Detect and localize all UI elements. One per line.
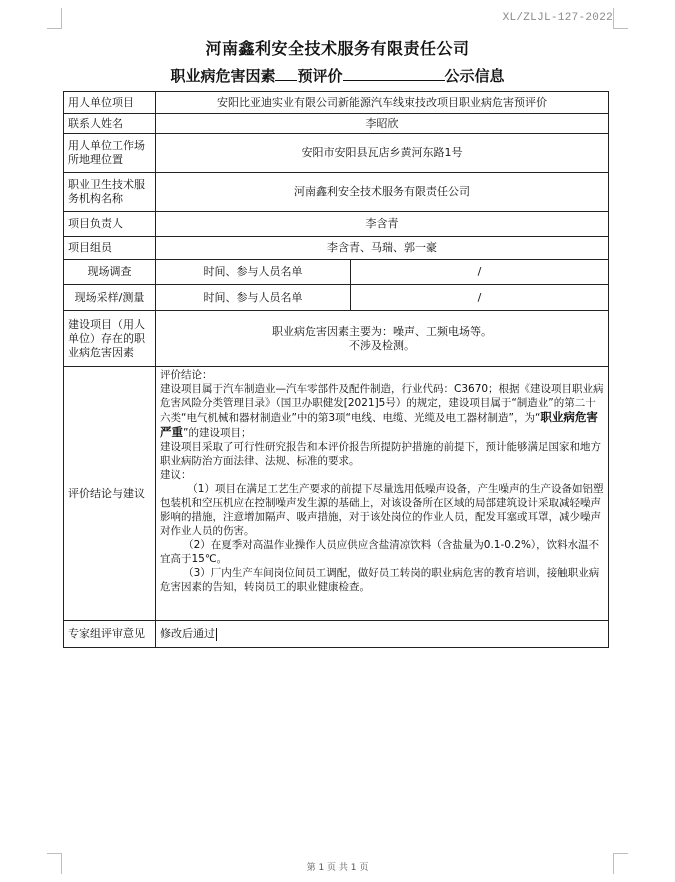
conclusion-paragraph-1 <box>160 382 604 440</box>
members-value: 李含青、马瑞、郭一豪 <box>156 237 609 260</box>
table-row <box>64 260 609 285</box>
sampling-value: / <box>351 285 609 311</box>
site-survey-sub: 时间、参与人员名单 <box>156 260 351 285</box>
employer-label: 用人单位项目 <box>64 92 156 114</box>
employer-value: 安阳比亚迪实业有限公司新能源汽车线束技改项目职业病危害预评价 <box>156 92 609 114</box>
table-row <box>64 92 609 114</box>
address-label: 用人单位工作场所地理位置 <box>64 134 156 173</box>
conclusion-heading: 评价结论： <box>160 369 213 381</box>
page-footer: 第 1 页 共 1 页 <box>306 863 369 873</box>
conclusion-p1-bold: 职业病危害严重 <box>160 410 598 439</box>
hazards-line-2: 不涉及检测。 <box>349 338 415 352</box>
subtitle-blank-2 <box>343 80 445 81</box>
sampling-sub: 时间、参与人员名单 <box>156 285 351 311</box>
subtitle-part3: 公示信息 <box>444 67 505 85</box>
company-title: 河南鑫利安全技术服务有限责任公司 <box>205 39 470 58</box>
conclusion-label: 评价结论与建议 <box>64 367 156 621</box>
review-value-cell[interactable] <box>156 621 609 648</box>
agency-value: 河南鑫利安全技术服务有限责任公司 <box>156 173 609 212</box>
conclusion-value <box>156 367 609 621</box>
address-value: 安阳市安阳县瓦店乡黄河东路1号 <box>156 134 609 173</box>
review-value[interactable]: 修改后通过 <box>160 627 215 640</box>
table-row <box>64 237 609 260</box>
table-row <box>64 114 609 134</box>
table-row <box>64 212 609 237</box>
table-row <box>64 285 609 311</box>
site-survey-label: 现场调查 <box>64 260 156 285</box>
disclosure-table <box>63 91 609 648</box>
subtitle-part2: 预评价 <box>297 67 343 85</box>
table-row <box>64 367 609 621</box>
sampling-label: 现场采样/测量 <box>64 285 156 311</box>
subtitle-part1: 职业病危害因素 <box>170 67 276 85</box>
leader-label: 项目负责人 <box>64 212 156 237</box>
advice-item-1: （1）项目在满足工艺生产要求的前提下尽量选用低噪声设备，产生噪声的生产设备如铝塑包装机和空压机应在控制噪声发生源的基础上，对该设备所在区域的局部建筑设计采取减轻噪声影响的措施，注意增加隔声、吸声措施，对于该处岗位的作业人员，配发耳塞或耳罩，减少噪声对作业人员的伤害。 <box>160 483 604 537</box>
site-survey-value: / <box>351 260 609 285</box>
table-row <box>64 134 609 173</box>
advice-item-2: （2）在夏季对高温作业操作人员应供应含盐清凉饮料（含盐量为0.1-0.2%），饮料水温不宜高于15℃。 <box>160 539 600 565</box>
advice-item-3: （3）厂内生产车间岗位间员工调配，做好员工转岗的职业病危害的教育培训，接触职业病危害因素的告知，转岗员工的职业健康检查。 <box>160 567 600 593</box>
hazards-line-1: 职业病危害因素主要为：噪声、工频电场等。 <box>272 324 492 338</box>
form-subtitle <box>0 65 675 86</box>
text-cursor <box>216 628 217 641</box>
contact-label: 联系人姓名 <box>64 114 156 134</box>
members-label: 项目组员 <box>64 237 156 260</box>
table-row <box>64 311 609 367</box>
contact-value: 李昭欣 <box>156 114 609 134</box>
document-number: XL/ZLJL-127-2022 <box>502 12 613 24</box>
leader-value: 李含青 <box>156 212 609 237</box>
table-row <box>64 173 609 212</box>
conclusion-p1-end: ”的建设项目； <box>183 427 252 439</box>
hazards-value <box>156 311 609 367</box>
advice-heading: 建议： <box>160 469 192 481</box>
review-label: 专家组评审意见 <box>64 621 156 648</box>
crop-mark-top-left <box>47 8 62 29</box>
conclusion-p1-text: 建设项目属于汽车制造业—汽车零部件及配件制造，行业代码：C3670；根据《建设项目职业病危害风险分类管理目录》（国卫办职健发[2021]5号）的规定，建设项目属于“制造业”的第二十六类“电气机械和器材制造业”中的第3项“电线、电缆、光缆及电工器材制造”，为“ <box>160 383 604 424</box>
crop-mark-top-right <box>613 8 628 29</box>
subtitle-blank-1 <box>275 80 297 81</box>
hazards-label: 建设项目（用人单位）存在的职业病危害因素 <box>64 311 156 367</box>
conclusion-paragraph-2: 建设项目采取了可行性研究报告和本评价报告所提防护措施的前提下，预计能够满足国家和地方职业病防治方面法律、法规、标准的要求。 <box>160 441 601 467</box>
table-row <box>64 621 609 648</box>
agency-label: 职业卫生技术服务机构名称 <box>64 173 156 212</box>
